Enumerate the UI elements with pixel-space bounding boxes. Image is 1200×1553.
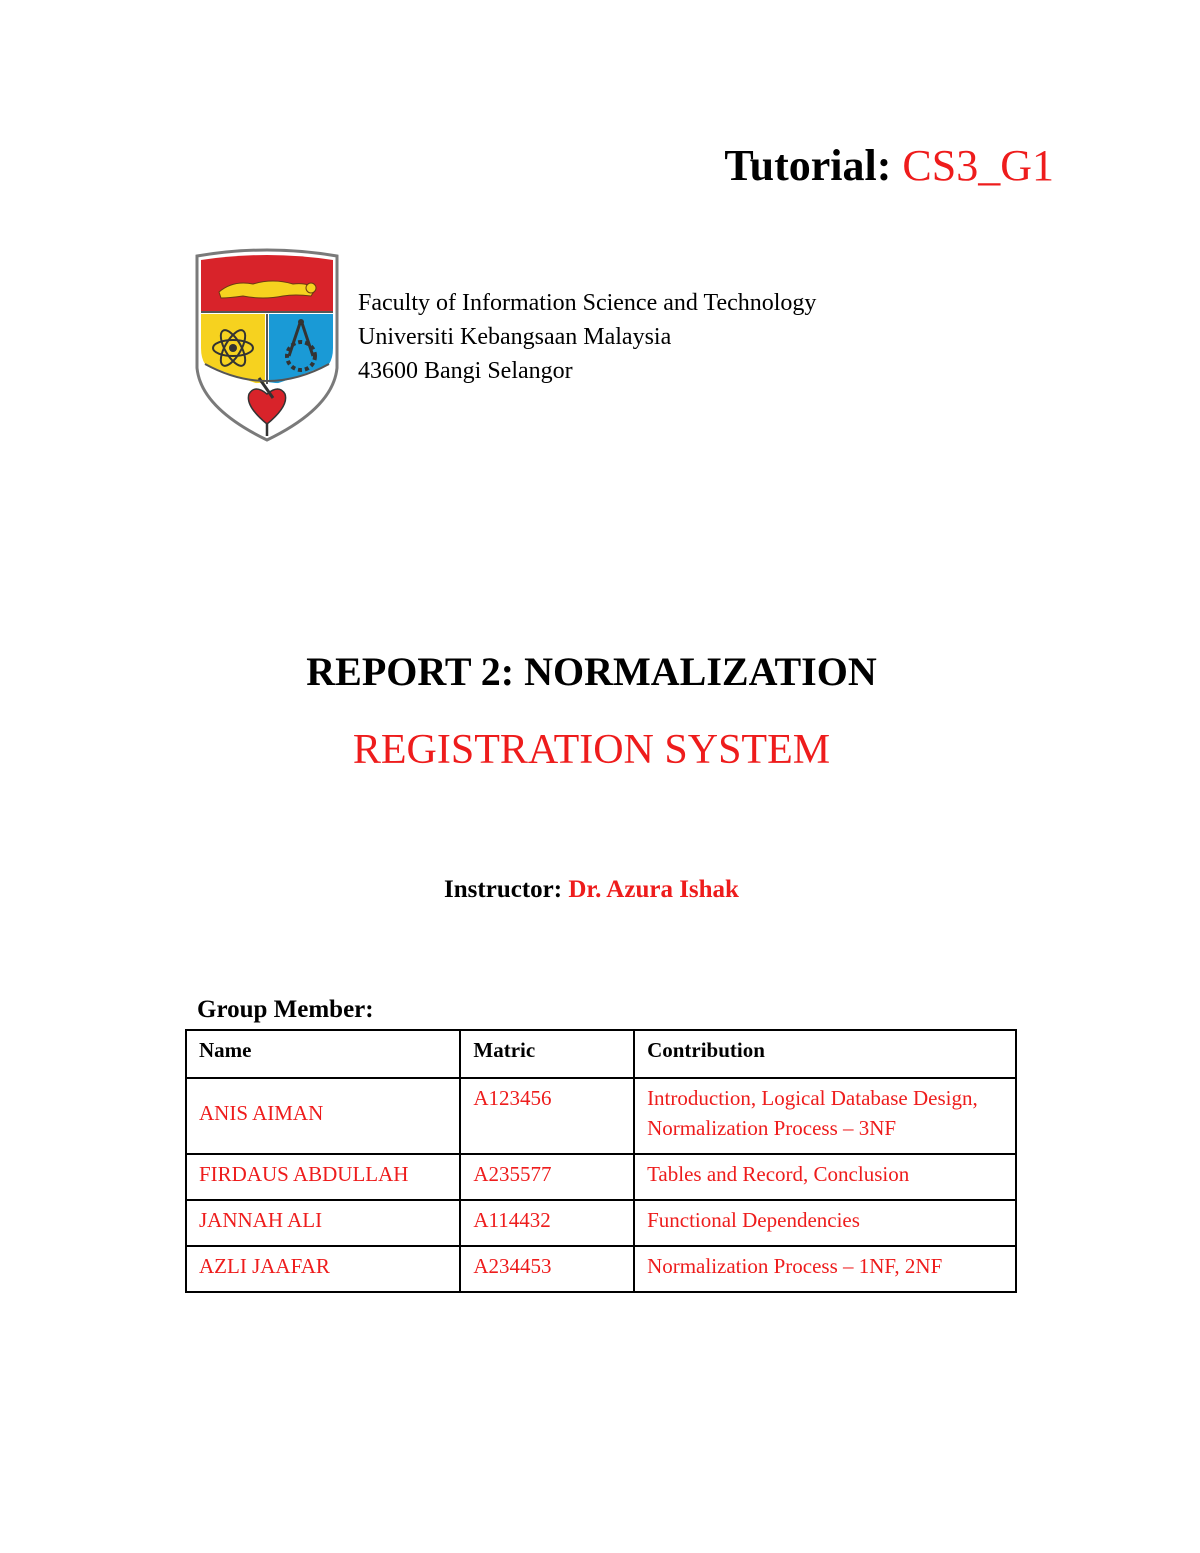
instructor-label: Instructor: [444, 876, 563, 903]
member-matric: A235577 [460, 1154, 634, 1200]
member-matric: A234453 [460, 1246, 634, 1292]
instructor-line [0, 876, 1183, 904]
table-header-row [186, 1030, 1016, 1078]
tutorial-heading [724, 140, 1054, 193]
member-name: AZLI JAAFAR [186, 1246, 460, 1292]
group-member-label: Group Member: [197, 996, 374, 1023]
table-row [186, 1200, 1016, 1246]
table-row [186, 1078, 1016, 1154]
member-name: FIRDAUS ABDULLAH [186, 1154, 460, 1200]
address-line-1: Faculty of Information Science and Technology [358, 290, 817, 316]
group-member-table [185, 1029, 1017, 1293]
faculty-address [358, 286, 816, 388]
member-name: ANIS AIMAN [186, 1078, 460, 1154]
member-matric: A114432 [460, 1200, 634, 1246]
table-row [186, 1246, 1016, 1292]
address-line-2: Universiti Kebangsaan Malaysia [358, 324, 672, 350]
report-title: REPORT 2: NORMALIZATION [306, 649, 877, 694]
member-name: JANNAH ALI [186, 1200, 460, 1246]
university-logo [193, 248, 341, 444]
column-header-name: Name [186, 1030, 460, 1078]
column-header-contribution: Contribution [634, 1030, 1016, 1078]
tutorial-label: Tutorial: [724, 141, 892, 190]
member-contribution: Tables and Record, Conclusion [634, 1154, 1016, 1200]
system-title: REGISTRATION SYSTEM [352, 727, 831, 773]
address-line-3: 43600 Bangi Selangor [358, 358, 573, 384]
member-contribution: Functional Dependencies [634, 1200, 1016, 1246]
instructor-name: Dr. Azura Ishak [568, 876, 739, 903]
tutorial-code: CS3_G1 [902, 141, 1054, 190]
column-header-matric: Matric [460, 1030, 634, 1078]
table-row [186, 1154, 1016, 1200]
member-contribution: Introduction, Logical Database Design, Normalization Process – 3NF [634, 1078, 1016, 1154]
member-matric: A123456 [460, 1078, 634, 1154]
member-contribution: Normalization Process – 1NF, 2NF [634, 1246, 1016, 1292]
